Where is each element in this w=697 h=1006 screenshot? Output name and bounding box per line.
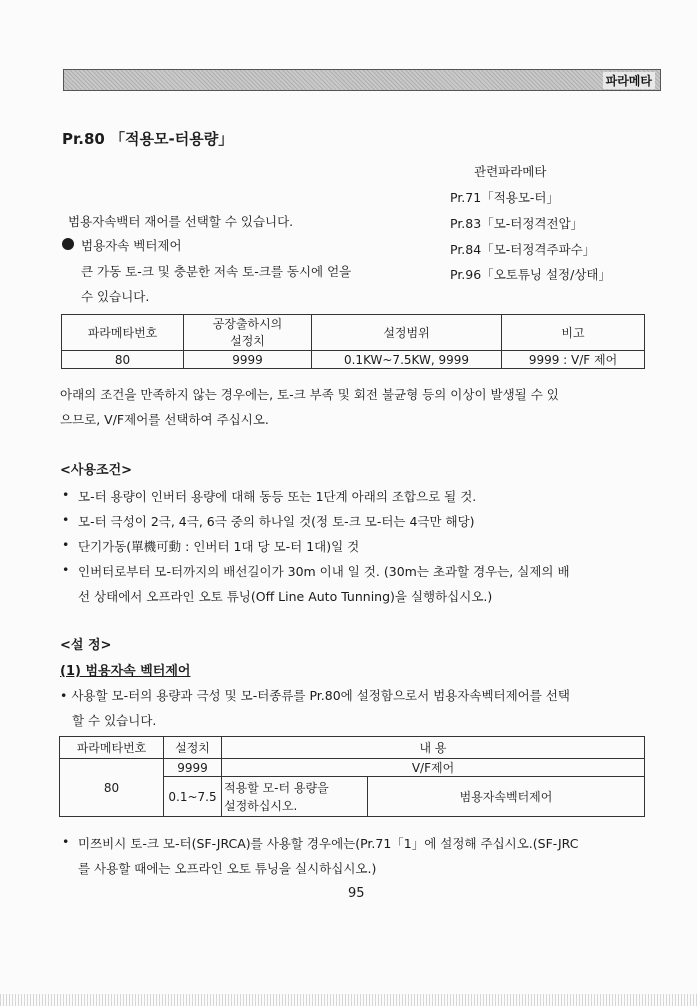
table-cell: 0.1KW~7.5KW, 9999 [312,351,502,369]
table-header-remarks: 비고 [502,315,645,351]
bullet-icon: • [62,562,70,577]
condition-item: 인버터로부터 모-터까지의 배선길이가 30m 이내 일 것. (30m는 초과할 경우는, 실제의 배 [78,564,570,579]
bullet-title: 범용자속 벡터제어 [81,238,182,253]
condition-item: 모-터 극성이 2극, 4극, 6극 중의 하나일 것(정 토-크 모-터는 4극만 해당) [78,514,475,529]
table-header-factory-setting: 공장출하시의 설정치 [184,315,312,351]
bullet-text-line: 수 있습니다. [81,289,150,304]
related-param-item: Pr.83「모-터정격전압」 [450,216,584,231]
related-param-item: Pr.71「적용모-터」 [450,190,559,205]
condition-item: 선 상태에서 오프라인 오토 튜닝(Off Line Auto Tunning)을 실행하십시오.) [78,589,493,604]
table-cell: V/F제어 [222,759,645,777]
related-param-item: Pr.96「오토튜닝 설정/상태」 [450,267,611,282]
related-params-heading: 관련파라메타 [474,164,547,179]
table-header-setting: 설정치 [164,737,222,759]
bullet-text-line: 큰 가동 토-크 및 충분한 저속 토-크를 동시에 얻을 [81,264,352,279]
bullet-dot-icon [62,238,74,250]
settings-text-line: • 사용할 모-터의 용량과 극성 및 모-터종류를 Pr.80에 설정함으로서 범용자속벡터제어를 선택 [60,688,570,703]
condition-item: 모-터 용량이 인버터 용량에 대해 동등 또는 1단계 아래의 조합으로 될 것. [78,489,477,504]
table-cell-param: 80 [60,759,164,817]
parameter-spec-table [61,314,645,369]
table-header-range: 설정범위 [312,315,502,351]
settings-table [59,736,645,817]
table-cell: 범용자속벡터제어 [368,777,645,817]
page-number: 95 [348,886,365,901]
warning-text-line: 아래의 조건을 만족하지 않는 경우에는, 토-크 부족 및 회전 불균형 등의 이상이 발생될 수 있 [60,387,559,402]
section-label: 파라메타 [603,72,655,89]
table-cell: 9999 [184,351,312,369]
bullet-icon: • [62,512,70,527]
table-row [60,759,645,777]
warning-text-line: 으므로, V/F제어를 선택하여 주십시오. [60,412,269,427]
condition-item: 단기가동(單機可動 : 인버터 1대 당 모-터 1대)일 것 [78,539,360,554]
related-param-item: Pr.84「모-터정격주파수」 [450,242,596,257]
table-cell: 0.1~7.5 [164,777,222,817]
settings-text-line: 할 수 있습니다. [72,713,157,728]
section-header-bar [63,69,661,91]
bullet-icon: • [62,537,70,552]
table-header-param-no: 파라메타번호 [62,315,184,351]
table-cell: 적용할 모-터 용량을 설정하십시오. [222,777,368,817]
bullet-icon: • [62,487,70,502]
intro-text: 범용자속백터 재어를 선택할 수 있습니다. [68,214,294,229]
bullet-icon: • [62,834,70,849]
settings-heading: <설 정> [60,638,112,653]
table-header-content: 내 용 [222,737,645,759]
table-row [62,351,645,369]
table-cell: 9999 [164,759,222,777]
note-text-line: 를 사용할 때에는 오프라인 오토 튜닝을 실시하십시오.) [78,861,377,876]
table-header-param-no: 파라메타번호 [60,737,164,759]
table-cell: 80 [62,351,184,369]
table-cell: 9999 : V/F 제어 [502,351,645,369]
settings-subheading: (1) 범용자속 벡터제어 [60,664,191,679]
conditions-heading: <사용조건> [60,463,133,478]
page-title: Pr.80 「적용모-터용량」 [62,130,234,148]
note-text-line: 미쯔비시 토-크 모-터(SF-JRCA)를 사용할 경우에는(Pr.71「1」에 설정해 주십시오.(SF-JRC [78,836,579,851]
scan-edge-strip [0,994,697,1006]
